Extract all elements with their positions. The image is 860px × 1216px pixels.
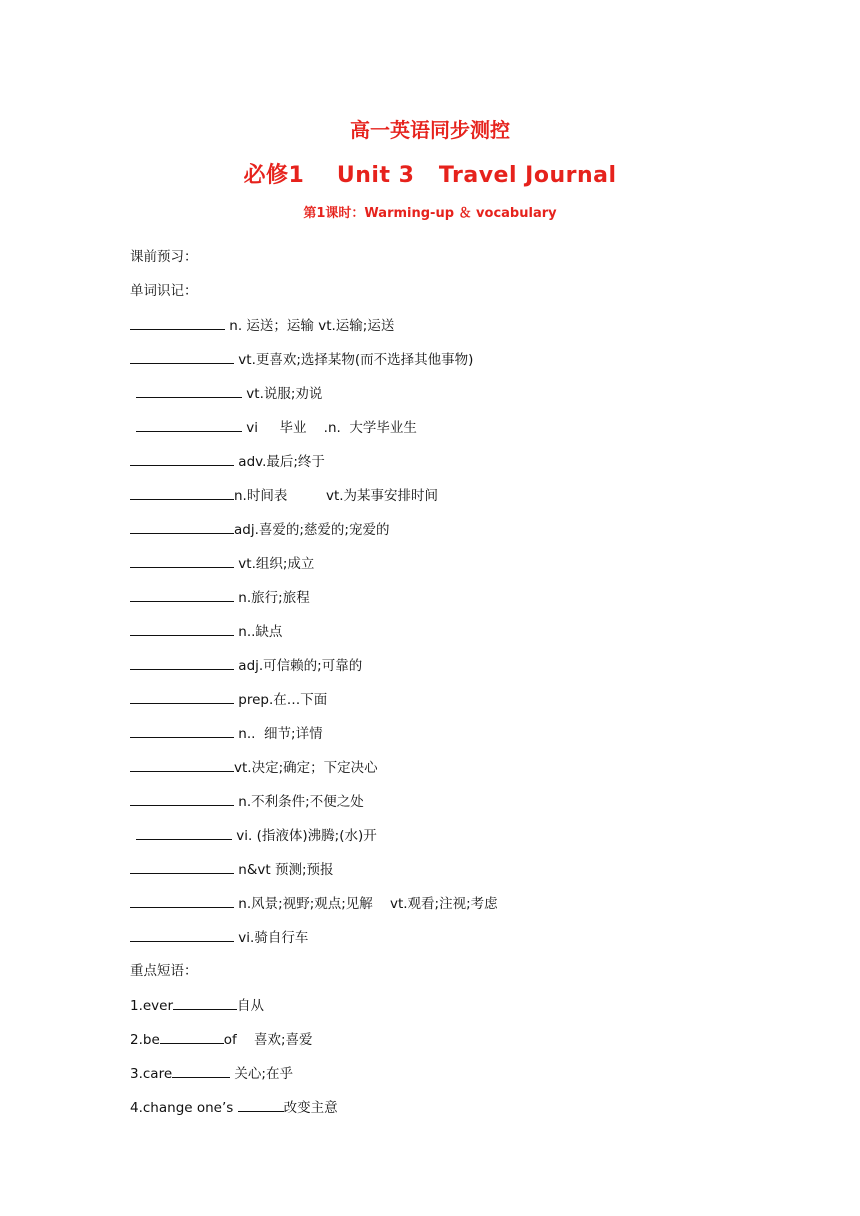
phrase-item: 2.be of 喜欢;喜爱 (130, 1032, 313, 1048)
phrase-item: 1.ever 自从 (130, 998, 265, 1014)
answer-blank[interactable] (130, 860, 234, 874)
answer-blank[interactable] (130, 792, 234, 806)
vocab-item: vt.组织;成立 (130, 554, 314, 573)
answer-blank[interactable] (172, 1064, 230, 1078)
answer-blank[interactable] (130, 724, 234, 738)
answer-blank[interactable] (130, 588, 234, 602)
vocab-item: vi.骑自行车 (130, 928, 308, 947)
answer-blank[interactable] (238, 1098, 284, 1112)
answer-blank[interactable] (130, 656, 234, 670)
vocab-item: n.不利条件;不便之处 (130, 792, 364, 811)
vocab-item: n&vt 预测;预报 (130, 860, 334, 879)
worksheet-title: 高一英语同步测控 (350, 118, 510, 142)
vocab-item: vt.说服;劝说 (130, 384, 322, 403)
phrases-heading: 重点短语： (130, 963, 198, 979)
answer-blank[interactable] (136, 418, 242, 432)
unit-subtitle: 必修1 Unit 3 Travel Journal (243, 163, 617, 188)
phrase-item: 3.care 关心;在乎 (130, 1066, 293, 1082)
answer-blank[interactable] (130, 894, 234, 908)
vocab-item: prep.在…下面 (130, 690, 327, 709)
vocab-item: vt.决定;确定；下定决心 (130, 758, 378, 777)
answer-blank[interactable] (130, 452, 234, 466)
answer-blank[interactable] (130, 758, 234, 772)
answer-blank[interactable] (136, 826, 232, 840)
answer-blank[interactable] (130, 622, 234, 636)
vocab-item: adv.最后;终于 (130, 452, 325, 471)
vocab-item: n. 运送；运输 vt.运输;运送 (130, 316, 394, 335)
vocab-item: adj.喜爱的;慈爱的;宠爱的 (130, 520, 389, 539)
answer-blank[interactable] (136, 384, 242, 398)
answer-blank[interactable] (130, 316, 225, 330)
lesson-label: 第1课时：Warming-up ＆ vocabulary (303, 206, 557, 221)
answer-blank[interactable] (130, 350, 234, 364)
answer-blank[interactable] (173, 996, 237, 1010)
vocab-item: n.风景;视野;观点;见解 vt.观看;注视;考虑 (130, 894, 498, 913)
vocab-item: adj.可信赖的;可靠的 (130, 656, 362, 675)
vocab-item: n.时间表 vt.为某事安排时间 (130, 486, 438, 505)
vocab-item: n.. 细节;详情 (130, 724, 323, 743)
vocab-item: n.旅行;旅程 (130, 588, 310, 607)
answer-blank[interactable] (130, 486, 234, 500)
preview-heading: 课前预习： (130, 249, 198, 265)
phrase-item: 4.change one’s 改变主意 (130, 1100, 338, 1116)
answer-blank[interactable] (160, 1030, 224, 1044)
answer-blank[interactable] (130, 690, 234, 704)
answer-blank[interactable] (130, 928, 234, 942)
vocab-item: n..缺点 (130, 622, 282, 641)
vocab-item: vi 毕业 .n. 大学毕业生 (130, 418, 417, 437)
vocab-item: vi. (指液体)沸腾;(水)开 (130, 826, 377, 845)
vocab-heading: 单词识记： (130, 283, 198, 299)
answer-blank[interactable] (130, 520, 234, 534)
answer-blank[interactable] (130, 554, 234, 568)
vocab-item: vt.更喜欢;选择某物(而不选择其他事物) (130, 350, 473, 369)
